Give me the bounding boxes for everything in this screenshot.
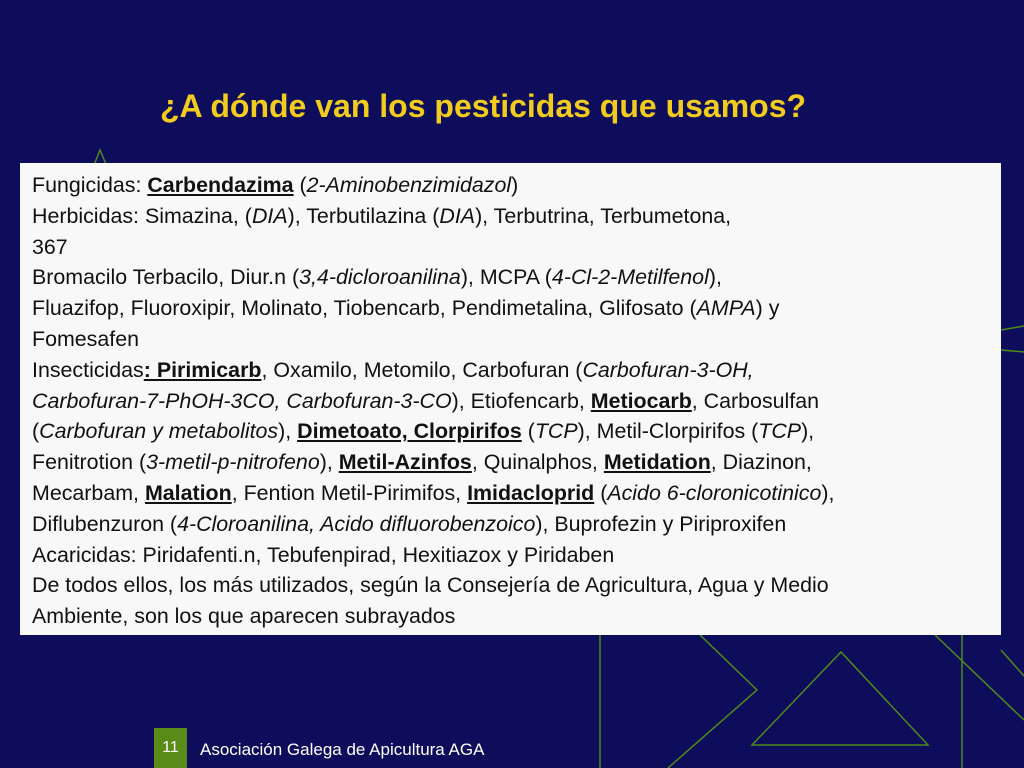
- content-line: [32, 355, 991, 386]
- line-text: ),: [319, 450, 339, 475]
- line-text: Mecarbam,: [32, 480, 145, 505]
- content-line: [32, 262, 991, 293]
- metabolite-text: Carbofuran-7-PhOH-3CO, Carbofuran-3-CO: [32, 388, 452, 413]
- line-text: ),: [278, 419, 298, 444]
- highlighted-pesticide: Imidacloprid: [467, 480, 595, 505]
- line-text: ) y: [755, 296, 780, 321]
- line-text: Bromacilo Terbacilo, Diur.n (: [32, 265, 300, 290]
- line-text: , Fention Metil-Pirimifos,: [231, 480, 468, 505]
- metabolite-text: TCP: [758, 419, 802, 444]
- content-line: [32, 324, 991, 355]
- highlighted-pesticide: Dimetoato, Clorpirifos: [297, 419, 522, 444]
- line-text: Fomesafen: [32, 326, 140, 351]
- line-text: Ambiente, son los que aparecen subrayados: [32, 604, 456, 629]
- metabolite-text: 3-metil-p-nitrofeno: [146, 450, 320, 475]
- content-line: [32, 170, 991, 201]
- metabolite-text: 4-Cl-2-Metilfenol: [551, 265, 709, 290]
- metabolite-text: 4-Cloroanilina, Acido difluorobenzoico: [177, 511, 536, 536]
- content-line: [32, 540, 991, 571]
- line-text: ): [511, 173, 519, 197]
- line-text: , Carbosulfan: [691, 388, 820, 413]
- line-text: De todos ellos, los más utilizados, según la Consejería de Agricultura, Agua y Medio: [32, 573, 829, 598]
- line-text: ), Etiofencarb,: [451, 388, 591, 413]
- content-line: [32, 232, 991, 263]
- line-text: 367: [32, 234, 68, 259]
- decor-line-right-2: [1001, 350, 1024, 352]
- line-text: Insecticidas: [32, 357, 144, 382]
- highlighted-pesticide: Metidation: [603, 450, 711, 475]
- line-text: ), Terbutrina, Terbumetona,: [475, 203, 732, 228]
- slide-number: 11: [154, 728, 187, 768]
- line-text: , Diazinon,: [710, 450, 812, 475]
- metabolite-text: Carbofuran y metabolitos: [39, 419, 279, 444]
- content-line: [32, 570, 991, 601]
- line-text: Diflubenzuron (: [32, 511, 178, 536]
- decor-diagonal-1: [668, 635, 757, 768]
- line-text: Fungicidas:: [32, 173, 148, 197]
- content-line: [32, 416, 991, 447]
- line-text: , Quinalphos,: [471, 450, 604, 475]
- content-line: [32, 386, 991, 417]
- metabolite-text: Carbofuran-3-OH,: [582, 357, 754, 382]
- line-text: (: [594, 480, 608, 505]
- line-text: Fluazifop, Fluoroxipir, Molinato, Tiobencarb, Pendimetalina, Glifosato (: [32, 296, 697, 321]
- metabolite-text: AMPA: [696, 296, 756, 321]
- metabolite-text: DIA: [439, 203, 476, 228]
- line-text: ), MCPA (: [460, 265, 552, 290]
- highlighted-pesticide: : Pirimicarb: [143, 357, 262, 382]
- content-line: [32, 509, 991, 540]
- line-text: Acaricidas: Piridafenti.n, Tebufenpirad, Hexitiazox y Piridaben: [32, 542, 615, 567]
- metabolite-text: 3,4-dicloroanilina: [299, 265, 461, 290]
- highlighted-pesticide: Malation: [144, 480, 232, 505]
- line-text: ),: [821, 480, 835, 505]
- line-text: ),: [708, 265, 722, 290]
- line-text: (: [293, 173, 307, 197]
- line-text: (: [521, 419, 535, 444]
- decor-diagonal-3: [1001, 650, 1024, 676]
- content-line: [32, 201, 991, 232]
- highlighted-pesticide: Metil-Azinfos: [338, 450, 472, 475]
- metabolite-text: 2-Aminobenzimidazol: [306, 173, 512, 197]
- highlighted-pesticide: Metiocarb: [590, 388, 692, 413]
- metabolite-text: DIA: [251, 203, 288, 228]
- slide-title: ¿A dónde van los pesticidas que usamos?: [160, 88, 807, 124]
- metabolite-text: Acido 6-cloronicotinico: [607, 480, 822, 505]
- decor-line-right-1: [1001, 326, 1024, 330]
- line-text: ), Terbutilazina (: [287, 203, 440, 228]
- footer-organization: Asociación Galega de Apicultura AGA: [200, 740, 485, 759]
- line-text: Fenitrotion (: [32, 450, 147, 475]
- line-text: ),: [801, 419, 815, 444]
- line-text: Herbicidas: Simazina, (: [32, 203, 252, 228]
- content-line: [32, 447, 991, 478]
- content-line: [32, 293, 991, 324]
- content-line: [32, 601, 991, 632]
- metabolite-text: TCP: [534, 419, 578, 444]
- decor-triangle-bottom: [752, 652, 928, 745]
- highlighted-pesticide: Carbendazima: [147, 173, 294, 197]
- decor-diagonal-2: [935, 635, 1024, 720]
- line-text: , Oxamilo, Metomilo, Carbofuran (: [261, 357, 583, 382]
- content-line: [32, 478, 991, 509]
- content-box: [20, 163, 1001, 635]
- line-text: ), Metil-Clorpirifos (: [577, 419, 759, 444]
- line-text: ), Buprofezin y Piriproxifen: [535, 511, 787, 536]
- line-text: (: [32, 419, 40, 444]
